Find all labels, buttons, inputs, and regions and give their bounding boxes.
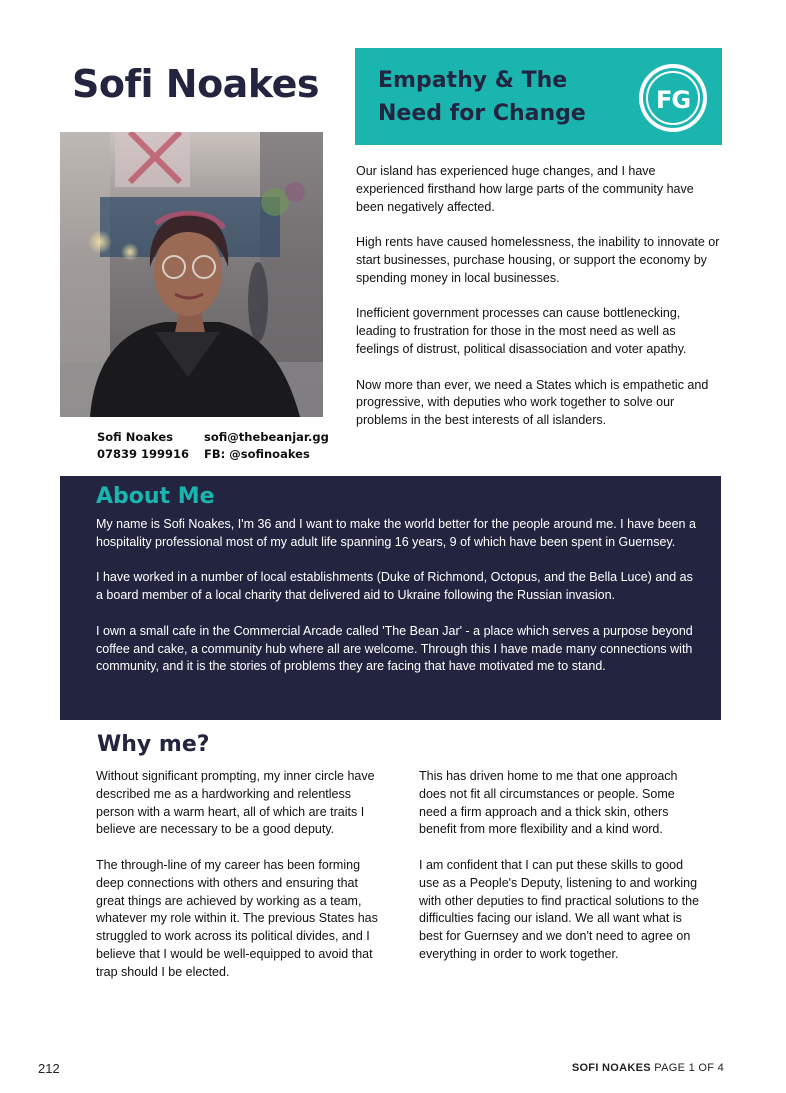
about-paragraph: I have worked in a number of local establishments (Duke of Richmond, Octopus, and the Bella Luce) and as a board member of a local charity that delivered aid to Ukraine following the Russian invasion. (96, 570, 693, 603)
about-paragraph: My name is Sofi Noakes, I'm 36 and I want to make the world better for the people around me. I have been a hospitality professional most of my adult life spanning 16 years, 9 of which have been spent in Guernsey. (96, 517, 696, 549)
banner-title-line2: Need for Change (378, 101, 586, 126)
contact-name: Sofi Noakes (97, 430, 173, 444)
why-paragraph: I am confident that I can put these skills to good use as a People's Deputy, listening to and working with other deputies to find practical solutions to the difficulties facing our island. We all want what is best for Guernsey and we don't need to agree on everything in order to work together. (419, 857, 700, 961)
intro-paragraph: Now more than ever, we need a States which is empathetic and progressive, with deputies who work together to solve our problems in the best interests of all islanders. (356, 377, 709, 428)
footer-label (572, 1062, 724, 1074)
intro-section (356, 163, 721, 448)
why-title: Why me? (97, 732, 210, 757)
contact-phone: 07839 199916 (97, 447, 190, 461)
footer-page-label: PAGE 1 OF 4 (654, 1062, 724, 1074)
why-left-column (96, 768, 381, 999)
intro-paragraph: Inefficient government processes can cause bottlenecking, leading to frustration for those in the most need as well as feelings of distrust, political disassociation and voter apathy. (356, 306, 687, 356)
page-number: 212 (38, 1061, 60, 1076)
contact-left (97, 429, 189, 463)
footer-name: SOFI NOAKES (571, 1062, 651, 1074)
about-paragraph: I own a small cafe in the Commercial Arcade called 'The Bean Jar' - a place which serves a purpose beyond coffee and cake, a community hub where all are welcome. Through this I have made many connections with community, and it is the stories of problems they are facing that have motivated me to stand. (96, 623, 693, 674)
banner-title-line1: Empathy & The (378, 68, 568, 93)
why-paragraph: Without significant prompting, my inner circle have described me as a hardworking and relentless person with a warm heart, all of which are traits I believe are necessary to be a good deputy. (96, 769, 375, 837)
contact-right (204, 429, 329, 463)
why-paragraph: This has driven home to me that one approach does not fit all circumstances or people. Some need a firm approach and a thick skin, others benefit from more flexibility and a kind word. (419, 769, 678, 837)
fg-logo-icon (639, 64, 707, 132)
why-paragraph: The through-line of my career has been forming deep connections with others and ensuring that great things are achieved by working as a team, whatever my role within it. The previous States has struggled to work across its political divides, and I believe that I would be well-equipped to avoid that trap should I be elected. (96, 857, 378, 979)
why-right-column (419, 768, 704, 982)
candidate-photo (60, 132, 323, 417)
logo-text: FG (655, 86, 691, 114)
about-body (96, 516, 701, 694)
banner-title (378, 64, 628, 130)
candidate-name: Sofi Noakes (72, 62, 319, 106)
about-title: About Me (96, 484, 215, 509)
intro-paragraph: Our island has experienced huge changes, and I have experienced firsthand how large parts of the community have been negatively affected. (356, 164, 694, 214)
contact-email: sofi@thebeanjar.gg (204, 430, 329, 444)
header-banner (355, 48, 722, 145)
intro-paragraph: High rents have caused homelessness, the inability to innovate or start businesses, purchase housing, or support the economy by spending money in local businesses. (356, 235, 720, 285)
about-section (60, 476, 721, 720)
contact-facebook: FB: @sofinoakes (204, 447, 310, 461)
